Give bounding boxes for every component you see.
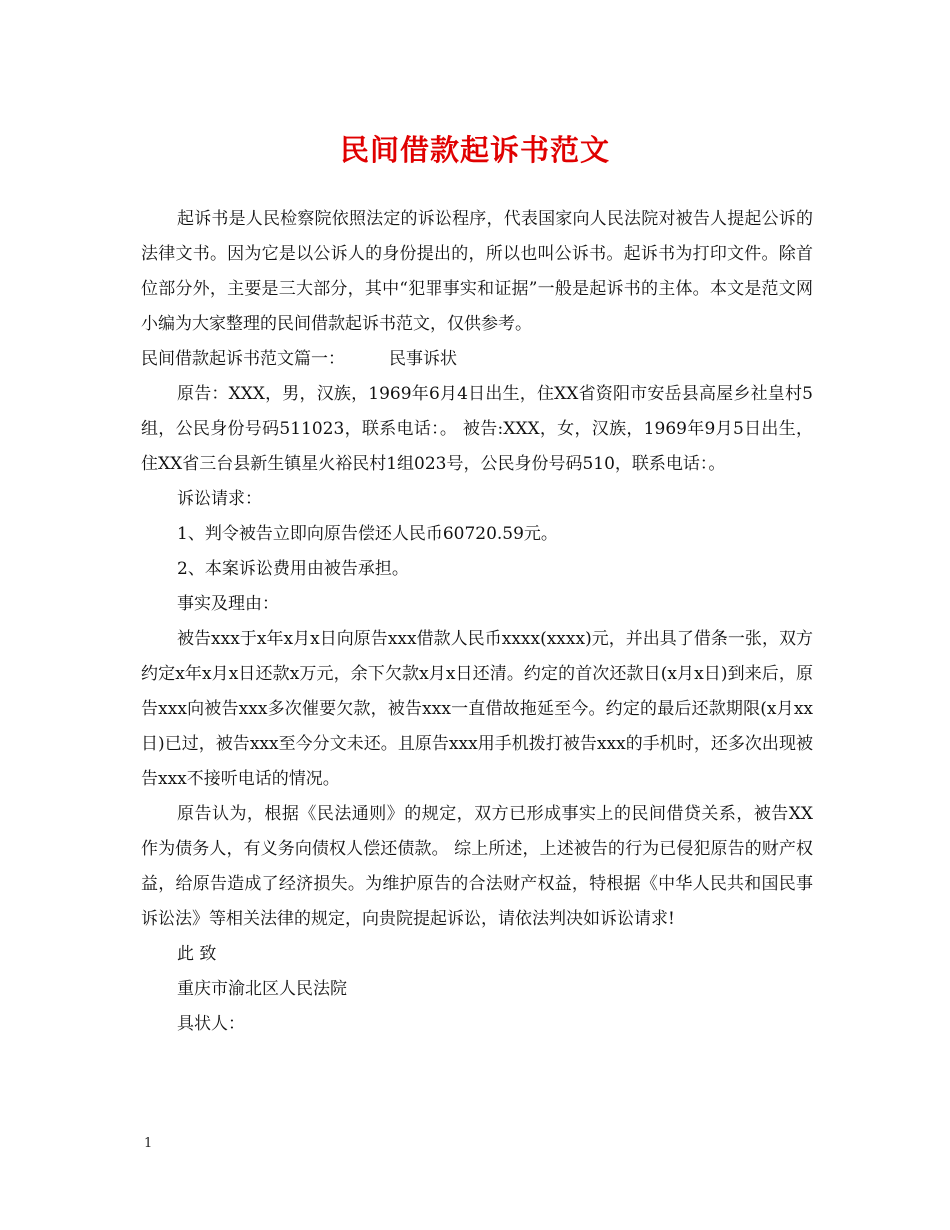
claim-item-2: 2、本案诉讼费用由被告承担。 (177, 559, 409, 579)
section-subheading: 民事诉状 (389, 349, 457, 369)
facts-paragraph: 被告xxx于x年x月x日向原告xxx借款人民币xxxx(xxxx)元，并出具了借条一张，双方约定x年x月x日还款x万元，余下欠款x月x日还清。约定的首次还款日(x月x日)到来后，原告xxx向被告xxx多次催要欠款，被告xxx一直借故拖延至今。约定的最后还款期限(x月xx日)已过，被告xxx至今分文未还。且原告xxx用手机拨打被告xxx的手机时，还多次出现被告xxx不接听电话的情况。 (141, 629, 813, 789)
parties-paragraph: 原告：XXX，男，汉族，1969年6月4日出生，住XX省资阳市安岳县高屋乡社皇村5组，公民身份号码511023，联系电话：。 被告:XXX，女，汉族，1969年9月5日出生，住XX省三台县新生镇星火裕民村1组023号，公民身份号码510，联系电话：。 (141, 384, 813, 474)
facts-heading: 事实及理由： (177, 594, 279, 614)
intro-paragraph: 起诉书是人民检察院依照法定的诉讼程序，代表国家向人民法院对被告人提起公诉的法律文书。因为它是以公诉人的身份提出的，所以也叫公诉书。起诉书为打印文件。除首位部分外，主要是三大部分，其中“犯罪事实和证据”一般是起诉书的主体。本文是范文网小编为大家整理的民间借款起诉书范文，仅供参考。 (141, 209, 813, 334)
reasoning-paragraph: 原告认为，根据《民法通则》的规定，双方已形成事实上的民间借贷关系，被告XX作为债务人，有义务向债权人偿还债款。 综上所述，上述被告的行为已侵犯原告的财产权益，给原告造成了经济损失。为维护原告的合法财产权益，特根据《中华人民共和国民事诉讼法》等相关法律的规定，向贵院提起诉讼，请依法判决如诉讼请求! (141, 804, 813, 929)
salutation: 此 致 (177, 944, 217, 964)
document-body (141, 202, 813, 1042)
section-heading-line (141, 342, 813, 377)
claims-heading: 诉讼请求： (177, 489, 262, 509)
page-number: 1 (144, 1136, 153, 1151)
document-title: 民间借款起诉书范文 (339, 133, 610, 167)
claim-item-1: 1、判令被告立即向原告偿还人民币60720.59元。 (177, 524, 558, 544)
section-heading: 民间借款起诉书范文篇一： (141, 349, 345, 369)
signature-label: 具状人： (177, 1014, 245, 1034)
court-name: 重庆市渝北区人民法院 (177, 979, 347, 999)
